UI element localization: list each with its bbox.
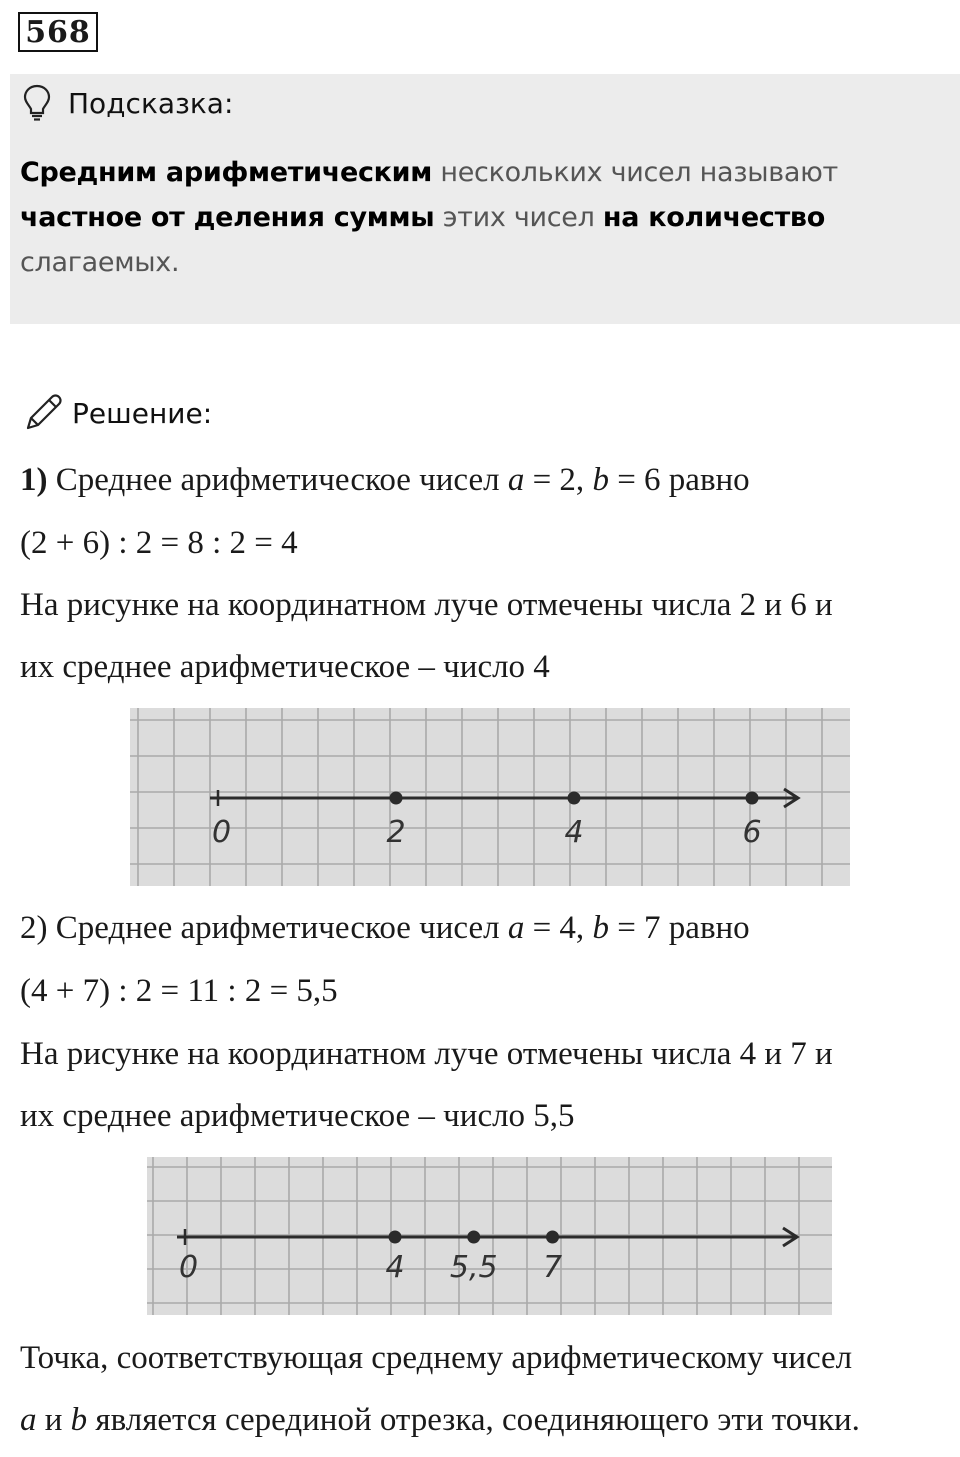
hint-text <box>20 150 920 285</box>
p1-number: 1) <box>20 462 48 498</box>
conclusion-mid: и <box>44 1402 63 1438</box>
point-marker <box>390 792 403 805</box>
p2-number: 2) <box>20 910 48 946</box>
pencil-icon <box>22 392 64 434</box>
hint-line1-rest: нескольких чисел называют <box>440 157 838 188</box>
p2-text: Среднее арифметическое чисел <box>55 910 500 946</box>
conclusion-line-2 <box>20 1402 860 1439</box>
solution-header <box>22 392 212 434</box>
hint-header <box>22 84 233 122</box>
p2-eq-a: = 4, <box>532 910 585 946</box>
p1-calculation: (2 + 6) : 2 = 8 : 2 = 4 <box>20 525 298 561</box>
p1-var-b: b <box>592 462 609 498</box>
p2-var-a: a <box>507 910 525 946</box>
origin-label: 0 <box>179 1250 199 1285</box>
hint-line2-mid: этих чисел <box>442 202 595 233</box>
p1-var-a: a <box>507 462 525 498</box>
conclusion-rest: является серединой отрезка, соединяющего эти точки. <box>95 1402 860 1438</box>
conclusion-line-1: Точка, соответствующая среднему арифметическому чисел <box>20 1340 853 1376</box>
number-line-figure-2 <box>147 1157 832 1315</box>
p1-statement <box>20 462 750 499</box>
p1-description-2: их среднее арифметическое – число 4 <box>20 649 550 685</box>
point-label: 6 <box>742 815 762 850</box>
point-label: 4 <box>564 815 584 850</box>
number-line-figure-1 <box>130 708 850 886</box>
p1-text: Среднее арифметическое чисел <box>55 462 500 498</box>
p1-description-1: На рисунке на координатном луче отмечены числа 2 и 6 и <box>20 587 833 623</box>
p2-description-1: На рисунке на координатном луче отмечены числа 4 и 7 и <box>20 1036 833 1072</box>
point-label: 7 <box>542 1250 563 1285</box>
point-marker <box>389 1231 402 1244</box>
hint-term-quotient: частное от деления суммы <box>20 202 435 233</box>
hint-title: Подсказка: <box>68 86 234 120</box>
p1-eq-a: = 2, <box>532 462 585 498</box>
origin-label: 0 <box>212 815 232 850</box>
lightbulb-icon <box>22 84 52 122</box>
p2-description-2: их среднее арифметическое – число 5,5 <box>20 1098 575 1134</box>
conclusion-var-b: b <box>70 1402 88 1438</box>
task-number: 568 <box>18 12 98 52</box>
hint-term-average: Средним арифметическим <box>20 157 433 188</box>
point-label: 5,5 <box>449 1250 498 1285</box>
p2-statement <box>20 910 750 947</box>
p2-eq-b: = 7 равно <box>617 910 750 946</box>
p1-eq-b: = 6 равно <box>617 462 750 498</box>
point-marker <box>568 792 581 805</box>
point-marker <box>546 1231 559 1244</box>
hint-line3: слагаемых. <box>20 247 180 278</box>
p2-calculation: (4 + 7) : 2 = 11 : 2 = 5,5 <box>20 973 338 1009</box>
hint-term-count: на количество <box>602 202 825 233</box>
point-label: 4 <box>385 1250 405 1285</box>
p2-var-b: b <box>592 910 609 946</box>
solution-title: Решение: <box>72 396 213 430</box>
point-label: 2 <box>386 815 406 850</box>
conclusion-var-a: a <box>20 1402 37 1438</box>
point-marker <box>467 1231 480 1244</box>
point-marker <box>746 792 759 805</box>
